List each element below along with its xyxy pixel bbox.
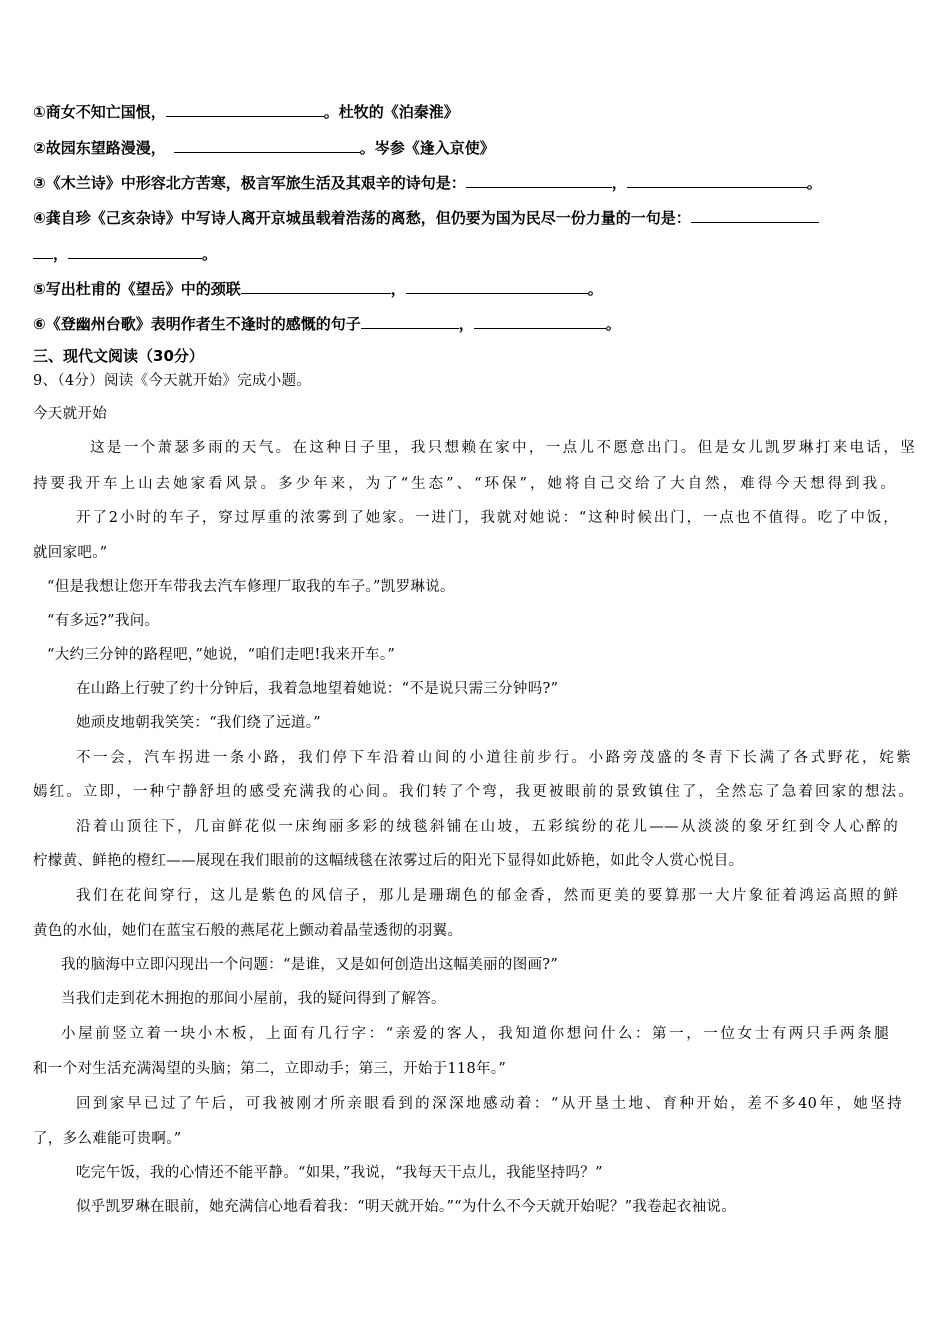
article-line: 似乎凯罗琳在眼前，她充满信心地看着我：“明天就开始。”“为什么不今天就开始呢？”我卷起衣袖说。 [76, 1199, 736, 1215]
article-line: 嫣红。立即，一种宁静舒坦的感受充满我的心间。我们转了个弯，我更被眼前的景致镇住了，全然忘了急着回家的想法。 [33, 784, 913, 800]
question-6 [33, 314, 913, 334]
article-line: 了，多么难能可贵啊。” [33, 1131, 182, 1147]
question-6-suffix: 。 [605, 315, 621, 333]
question-5-prefix: ⑤写出杜甫的《望岳》中的颈联 [33, 280, 241, 298]
answer-blank[interactable] [691, 208, 819, 223]
article-line: “大约三分钟的路程吧，”她说，“咱们走吧!我来开车。” [47, 647, 396, 663]
section-heading: 三、现代文阅读（30分） [33, 347, 204, 365]
question-4-prefix: ④龚自珍《己亥杂诗》中写诗人离开京城虽载着浩荡的离愁，但仍要为国为民尽一份力量的一句是： [33, 209, 691, 227]
question-5 [33, 279, 913, 299]
article-line: 在山路上行驶了约十分钟后，我着急地望着她说：“不是说只需三分钟吗?” [76, 681, 559, 697]
answer-blank[interactable] [33, 244, 53, 259]
question-3-mid: ， [611, 174, 627, 192]
article-line: 回到家早已过了午后，可我被刚才所亲眼看到的深深地感动着：“从开垦土地、育种开始，差不多40年，她坚持 [76, 1096, 902, 1112]
question-2 [33, 138, 913, 158]
article-line: “但是我想让您开车带我去汽车修理厂取我的车子。”凯罗琳说。 [47, 579, 455, 595]
question-1-suffix: 。杜牧的《泊秦淮》 [323, 103, 459, 121]
question-5-suffix: 。 [587, 280, 603, 298]
question-2-suffix: 。岑参《逢入京使》 [359, 139, 495, 157]
answer-blank[interactable] [406, 279, 588, 294]
question-1-prefix: ①商女不知亡国恨， [33, 103, 166, 121]
question-9-prompt: 9、（4分）阅读《今天就开始》完成小题。 [33, 373, 312, 389]
answer-blank[interactable] [466, 173, 612, 188]
answer-blank[interactable] [241, 279, 391, 294]
answer-blank[interactable] [174, 138, 360, 153]
article-line: 沿着山顶往下，几亩鲜花似一床绚丽多彩的绒毯斜铺在山坡，五彩缤纷的花儿——从淡淡的象牙红到令人心醉的 [76, 819, 898, 835]
article-line: 我的脑海中立即闪现出一个问题：“是谁，又是如何创造出这幅美丽的图画?” [61, 957, 559, 973]
question-3-prefix: ③《木兰诗》中形容北方苦寒，极言军旅生活及其艰辛的诗句是： [33, 174, 466, 192]
article-line: 开了2小时的车子，穿过厚重的浓雾到了她家。一进门，我就对她说：“这种时候出门，一点也不值得。吃了中饭， [76, 510, 898, 526]
answer-blank[interactable] [627, 173, 807, 188]
question-4 [33, 208, 913, 228]
article-line: 这是一个萧瑟多雨的天气。在这种日子里，我只想赖在家中，一点儿不愿意出门。但是女儿凯罗琳打来电话，坚 [90, 440, 915, 456]
article-line: 吃完午饭，我的心情还不能平静。“如果，”我说，“我每天干点儿，我能坚持吗？” [76, 1165, 603, 1181]
question-4-continued [33, 244, 913, 264]
question-1 [33, 102, 913, 122]
article-line: 不一会，汽车拐进一条小路，我们停下车沿着山间的小道往前步行。小路旁茂盛的冬青下长满了各式野花，姹紫 [76, 750, 911, 766]
article-line: 黄色的水仙，她们在蓝宝石般的燕尾花上颤动着晶莹透彻的羽翼。 [33, 923, 463, 939]
question-6-prefix: ⑥《登幽州台歌》表明作者生不逢时的感慨的句子 [33, 315, 361, 333]
question-6-mid: ， [458, 315, 474, 333]
question-3-suffix: 。 [806, 174, 822, 192]
question-5-mid: ， [390, 280, 406, 298]
answer-blank[interactable] [361, 314, 459, 329]
article-line: 她顽皮地朝我笑笑：“我们绕了远道。” [76, 715, 321, 731]
article-line: 持要我开车上山去她家看风景。多少年来，为了“生态”、“环保”，她将自己交给了大自然，难得今天想得到我。 [33, 476, 895, 492]
article-line: 我们在花间穿行，这儿是紫色的风信子，那儿是珊瑚色的郁金香，然而更美的要算那一大片象征着鸿运高照的鲜 [76, 888, 898, 904]
answer-blank[interactable] [474, 314, 606, 329]
article-line: 和一个对生活充满渴望的头脑；第二，立即动手；第三，开始于118年。” [33, 1061, 507, 1077]
question-4-suffix: 。 [202, 245, 218, 263]
article-line: 柠檬黄、鲜艳的橙红——展现在我们眼前的这幅绒毯在浓雾过后的阳光下显得如此娇艳，如此令人赏心悦目。 [33, 853, 744, 869]
article-line: “有多远?”我问。 [47, 613, 160, 629]
article-line: 小屋前竖立着一块小木板，上面有几行字：“亲爱的客人，我知道你想问什么：第一，一位女士有两只手两条腿 [61, 1026, 889, 1042]
answer-blank[interactable] [68, 244, 202, 259]
article-title: 今天就开始 [33, 406, 107, 422]
question-2-prefix: ②故园东望路漫漫， [33, 139, 166, 157]
answer-blank[interactable] [166, 102, 324, 117]
article-line: 当我们走到花木拥抱的那间小屋前，我的疑问得到了解答。 [61, 991, 446, 1007]
question-3 [33, 173, 913, 193]
article-line: 就回家吧。” [33, 545, 108, 561]
question-4-mid: ， [53, 245, 69, 263]
